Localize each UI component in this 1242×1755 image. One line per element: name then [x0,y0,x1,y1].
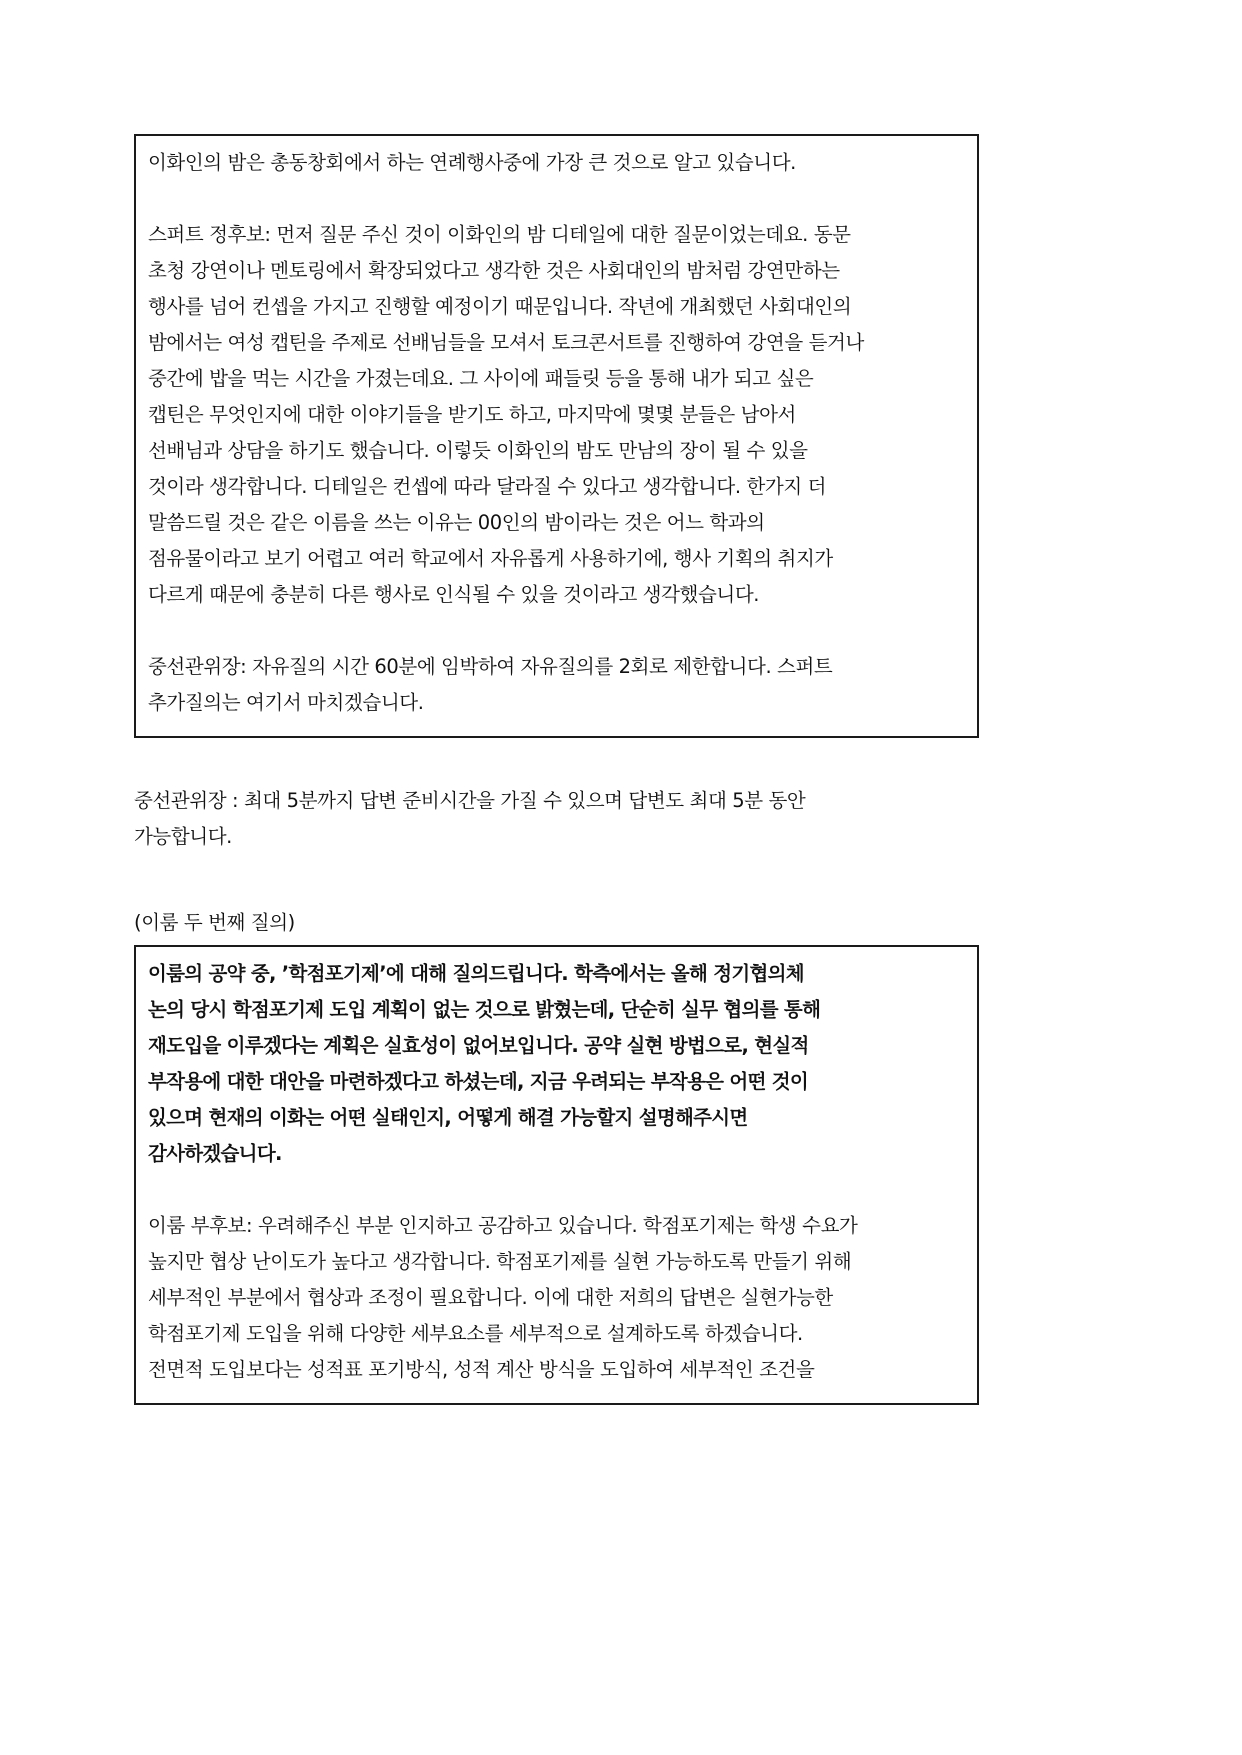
text-line: 초청 강연이나 멘토링에서 확장되었다고 생각한 것은 사회대인의 밤처럼 강연만하는 [148,259,840,282]
text-line: 밤에서는 여성 캡틴을 주제로 선배님들을 모셔서 토크콘서트를 진행하여 강연을 듣거나 [148,331,864,354]
transcript-box-first [134,134,979,738]
text-line: 것이라 생각합니다. 디테일은 컨셉에 따라 달라질 수 있다고 생각합니다. 한가지 더 [148,475,827,498]
text-line: 전면적 도입보다는 성적표 포기방식, 성적 계산 방식을 도입하여 세부적인 조건을 [148,1358,815,1381]
moderator-paragraph [148,649,965,721]
text-line: 중선관위장: 자유질의 시간 60분에 임박하여 자유질의를 2회로 제한합니다. 스퍼트 [148,655,833,678]
text-line: 선배님과 상담을 하기도 했습니다. 이렇듯 이화인의 밤도 만남의 장이 될 수 있을 [148,439,808,462]
text-line: 학점포기제 도입을 위해 다양한 세부요소를 세부적으로 설계하도록 하겠습니다. [148,1322,803,1345]
text-line: (이룸 두 번째 질의) [134,911,295,934]
intro-paragraph [148,145,965,181]
eroom-answer-paragraph [148,1208,965,1388]
transcript-box-second [134,945,979,1405]
text-line: 스퍼트 정후보: 먼저 질문 주신 것이 이화인의 밤 디테일에 대한 질문이었는데요. 동문 [148,223,851,246]
moderator-note [134,783,979,855]
question-paragraph [148,956,965,1172]
text-line: 세부적인 부분에서 협상과 조정이 필요합니다. 이에 대한 저희의 답변은 실현가능한 [148,1286,833,1309]
text-line: 이룸 부후보: 우려해주신 부분 인지하고 공감하고 있습니다. 학점포기제는 학생 수요가 [148,1214,858,1237]
text-line: 이룸의 공약 중, ’학점포기제’에 대해 질의드립니다. 학측에서는 올해 정기협의체 [148,962,804,985]
text-line: 감사하겠습니다. [148,1142,282,1165]
text-line: 이화인의 밤은 총동창회에서 하는 연례행사중에 가장 큰 것으로 알고 있습니다. [148,151,796,174]
text-line: 있으며 현재의 이화는 어떤 실태인지, 어떻게 해결 가능할지 설명해주시면 [148,1106,748,1129]
sputt-answer-paragraph [148,217,965,613]
text-line: 행사를 넘어 컨셉을 가지고 진행할 예정이기 때문입니다. 작년에 개최했던 사회대인의 [148,295,852,318]
text-line: 점유물이라고 보기 어렵고 여러 학교에서 자유롭게 사용하기에, 행사 기획의 취지가 [148,547,833,570]
text-line: 가능합니다. [134,825,232,848]
text-line: 중간에 밥을 먹는 시간을 가졌는데요. 그 사이에 패들릿 등을 통해 내가 되고 싶은 [148,367,814,390]
text-line: 중선관위장 : 최대 5분까지 답변 준비시간을 가질 수 있으며 답변도 최대 5분 동안 [134,789,806,812]
text-line: 캡틴은 무엇인지에 대한 이야기들을 받기도 하고, 마지막에 몇몇 분들은 남아서 [148,403,796,426]
text-line: 추가질의는 여기서 마치겠습니다. [148,691,424,714]
text-line: 부작용에 대한 대안을 마련하겠다고 하셨는데, 지금 우려되는 부작용은 어떤 것이 [148,1070,809,1093]
text-line: 논의 당시 학점포기제 도입 계획이 없는 것으로 밝혔는데, 단순히 실무 협의를 통해 [148,998,821,1021]
text-line: 말씀드릴 것은 같은 이름을 쓰는 이유는 00인의 밤이라는 것은 어느 학과의 [148,511,765,534]
section-label [134,905,979,941]
text-line: 다르게 때문에 충분히 다른 행사로 인식될 수 있을 것이라고 생각했습니다. [148,583,760,606]
text-line: 높지만 협상 난이도가 높다고 생각합니다. 학점포기제를 실현 가능하도록 만들기 위해 [148,1250,852,1273]
text-line: 재도입을 이루겠다는 계획은 실효성이 없어보입니다. 공약 실현 방법으로, 현실적 [148,1034,809,1057]
